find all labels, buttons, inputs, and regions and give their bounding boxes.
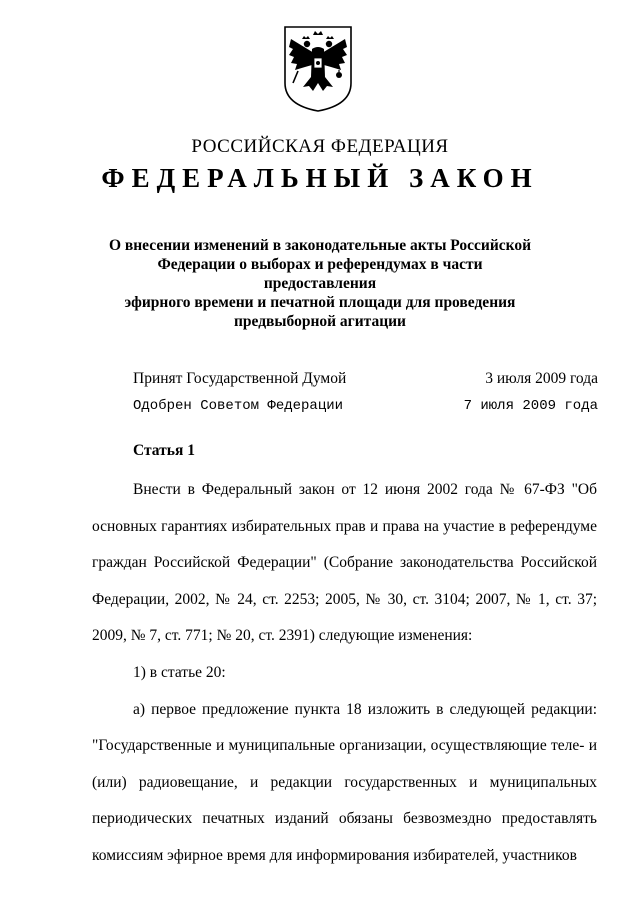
title-line: эфирного времени и печатной площади для проведения bbox=[124, 294, 516, 311]
council-approval-row bbox=[133, 398, 598, 414]
article-paragraph: Внести в Федеральный закон от 12 июня 2002 года № 67-ФЗ "Об основных гарантиях избирательных прав и права на участие в референдуме граждан Российской Федерации" (Собрание законодательства Российской Федерации, 2002, № 24, ст. 2253; 2005, № 30, ст. 3104; 2007, № 1, ст. 37; 2009, № 7, ст. 771; № 20, ст. 2391) следующие изменения: bbox=[92, 481, 597, 645]
law-title bbox=[100, 236, 540, 331]
title-line: предвыборной агитации bbox=[233, 313, 406, 330]
russian-coat-of-arms-icon bbox=[283, 25, 353, 113]
duma-adoption-date: 3 июля 2009 года bbox=[485, 370, 598, 387]
duma-adoption-row bbox=[133, 370, 598, 388]
article-paragraph: а) первое предложение пункта 18 изложить в следующей редакции: "Государственные и муниципальные организации, осуществляющие теле- и (или) радиовещание, и редакции государственных и муниципальных периодических печатных изданий обязаны безвозмездно предоставлять комиссиям эфирное время для информирования избирателей, участников bbox=[92, 700, 597, 864]
council-approval-label: Одобрен Советом Федерации bbox=[133, 398, 344, 414]
duma-adoption-label: Принят Государственной Думой bbox=[133, 370, 347, 387]
country-name: РОССИЙСКАЯ ФЕДЕРАЦИЯ bbox=[191, 136, 449, 157]
title-line: Федерации о выборах и референдумах в части предоставления bbox=[157, 256, 483, 292]
article-paragraph: 1) в статье 20: bbox=[133, 663, 226, 681]
council-approval-date: 7 июля 2009 года bbox=[463, 398, 598, 414]
article-heading: Статья 1 bbox=[133, 442, 195, 459]
title-line: О внесении изменений в законодательные акты Российской bbox=[108, 237, 532, 254]
article-body bbox=[92, 472, 597, 875]
law-type-heading: ФЕДЕРАЛЬНЫЙ ЗАКОН bbox=[101, 163, 539, 193]
